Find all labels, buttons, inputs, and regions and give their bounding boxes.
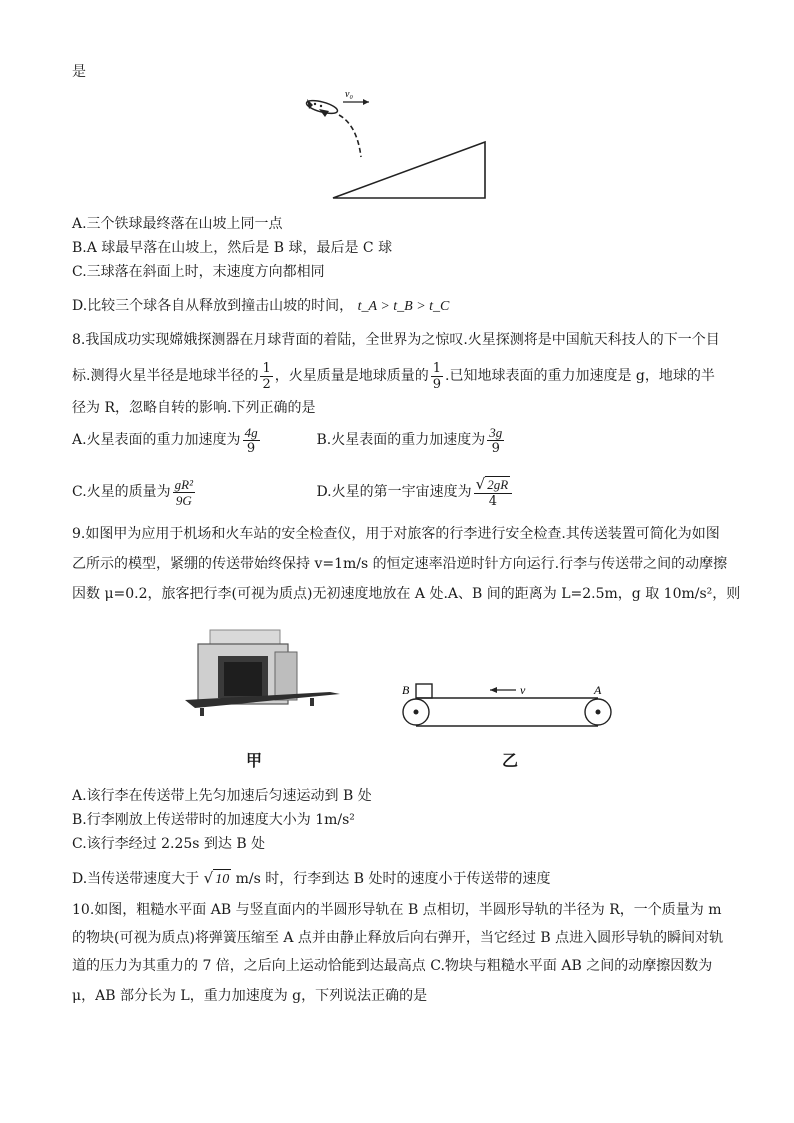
- q8-option-c: C.火星的质量为 $\frac{\text{gR²}}{9G}$: [72, 476, 194, 508]
- q7-option-c: C.三球落在斜面上时，末速度方向都相同: [72, 264, 325, 280]
- belt-v-label: v: [520, 683, 526, 697]
- q7-option-d: [72, 296, 732, 317]
- q10-stem-line2: 的物块(可视为质点)将弹簧压缩至 A 点并由静止释放后向右弹开，当它经过 B 点进入圆形导轨的瞬间对轨: [72, 930, 724, 946]
- q8-line2-a: 标.测得火星半径是地球半径的: [72, 368, 259, 384]
- q7-option-a: A.三个铁球最终落在山坡上同一点: [72, 216, 283, 232]
- q9-stem-line1: 9.如图甲为应用于机场和火车站的安全检查仪，用于对旅客的行李进行安全检查.其传送装置可简化为如图: [72, 526, 720, 542]
- airplane-icon: [305, 98, 338, 117]
- q9-stem-line2: 乙所示的模型，紧绷的传送带始终保持 v=1m/s 的恒定速率沿逆时针方向运行.行李与传送带之间的动摩擦: [72, 556, 728, 572]
- q7-option-d-text: D.比较三个球各自从释放到撞击山坡的时间，: [72, 298, 354, 314]
- caption-yi: 乙: [502, 751, 519, 770]
- q8-line2-c: .已知地球表面的重力加速度是 g，地球的半: [445, 368, 715, 384]
- q7-option-b: B.A 球最早落在山坡上，然后是 B 球，最后是 C 球: [72, 240, 393, 256]
- q9-option-c: C.该行李经过 2.25s 到达 B 处: [72, 836, 266, 852]
- q8-frac-mass: $\frac{1}{9}$: [432, 360, 442, 392]
- q9-option-a: A.该行李在传送带上先匀加速后匀速运动到 B 处: [72, 788, 372, 804]
- q8-stem-line1: 8.我国成功实现嫦娥探测器在月球背面的着陆，全世界为之惊叹.火星探测将是中国航天科技人的下一个目: [72, 332, 720, 348]
- caption-jia: 甲: [246, 751, 263, 770]
- q8-stem-line3: 径为 R，忽略自转的影响.下列正确的是: [72, 400, 316, 416]
- security-scanner-figure: [180, 622, 350, 722]
- q8-line2-b: ，火星质量是地球质量的: [274, 368, 429, 384]
- q8-options-cd: [72, 472, 732, 512]
- v0-label: v₀: [345, 89, 353, 100]
- q8-option-a: A.火星表面的重力加速度为 $\frac{4g}{9}$: [72, 424, 258, 456]
- trajectory-curve: [339, 115, 361, 157]
- q8-options-ab: [72, 422, 732, 458]
- q7-tail-text: 是: [72, 64, 86, 80]
- q8-frac-radius: $\frac{1}{2}$: [262, 360, 271, 392]
- q8-option-b: B.火星表面的重力加速度为 $\frac{3g}{9}$: [316, 424, 503, 456]
- slope-triangle: [333, 142, 485, 198]
- q8-option-d: D.火星的第一宇宙速度为 $\frac{√ 2gR}{4}$: [316, 484, 514, 500]
- q10-stem-line4: μ，AB 部分长为 L，重力加速度为 g，下列说法正确的是: [72, 988, 428, 1004]
- q9-option-d: D.当传送带速度大于 √ 10 m/s 时，行李到达 B 处时的速度小于传送带的速度: [72, 868, 732, 890]
- q7-slope-figure: [295, 85, 495, 205]
- q7-option-d-math: t_A > t_B > t_C: [357, 299, 450, 314]
- point-a-label: A: [594, 683, 602, 697]
- q10-stem-line3: 道的压力为其重力的 7 倍，之后向上运动恰能到达最高点 C.物块与粗糙水平面 AB 之间的动摩擦因数为: [72, 958, 713, 974]
- conveyor-belt-figure: [398, 676, 620, 732]
- luggage-box: [416, 684, 432, 698]
- q8-stem-line2: [72, 358, 732, 394]
- point-b-label: B: [402, 683, 410, 697]
- q10-stem-line1: 10.如图，粗糙水平面 AB 与竖直面内的半圆形导轨在 B 点相切，半圆形导轨的半径为 R，一个质量为 m: [72, 902, 722, 918]
- q9-option-d-sqrt: 10: [213, 869, 231, 890]
- q9-option-b: B.行李刚放上传送带时的加速度大小为 1m/s²: [72, 812, 355, 828]
- q9-stem-line3: 因数 μ=0.2，旅客把行李(可视为质点)无初速度地放在 A 处.A、B 间的距离为 L=2.5m，g 取 10m/s²，则: [72, 586, 741, 602]
